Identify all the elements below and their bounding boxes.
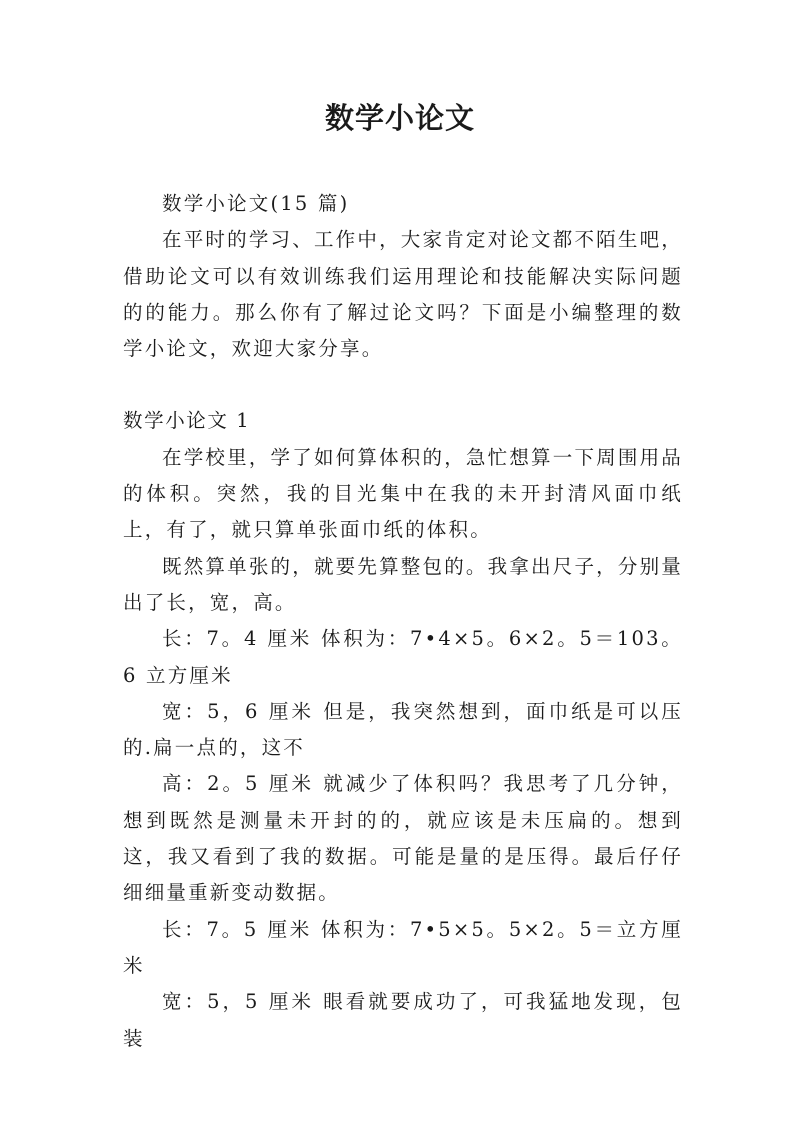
body-paragraph: 高：2。5 厘米 就减少了体积吗？我思考了几分钟，想到既然是测量未开封的的，就应该是未压扁的。想到这，我又看到了我的数据。可能是量的是压得。最后仔仔细细量重新变动数据。	[123, 772, 683, 905]
body-paragraph: 长：7。4 厘米 体积为：7•4×5。6×2。5＝103。6 立方厘米	[123, 627, 683, 687]
intro-subtitle: 数学小论文(15 篇)	[162, 192, 350, 215]
document-body	[123, 186, 683, 1057]
body-paragraph: 长：7。5 厘米 体积为：7•5×5。5×2。5＝立方厘米	[123, 917, 683, 977]
body-paragraph: 宽：5，6 厘米 但是，我突然想到，面巾纸是可以压的.扁一点的，这不	[123, 699, 683, 760]
section-heading: 数学小论文 1	[123, 409, 251, 433]
intro-paragraph: 在平时的学习、工作中，大家肯定对论文都不陌生吧，借助论文可以有效训练我们运用理论和技能解决实际问题的的能力。那么你有了解过论文吗？下面是小编整理的数学小论文，欢迎大家分享。	[123, 228, 683, 361]
document-title: 数学小论文	[324, 101, 475, 135]
body-paragraph: 既然算单张的，就要先算整包的。我拿出尺子，分别量出了长，宽，高。	[123, 554, 683, 614]
body-paragraph: 在学校里，学了如何算体积的，急忙想算一下周围用品的体积。突然，我的目光集中在我的未开封清风面巾纸上，有了，就只算单张面巾纸的体积。	[123, 445, 683, 542]
body-paragraph: 宽：5，5 厘米 眼看就要成功了，可我猛地发现，包装	[123, 990, 683, 1050]
